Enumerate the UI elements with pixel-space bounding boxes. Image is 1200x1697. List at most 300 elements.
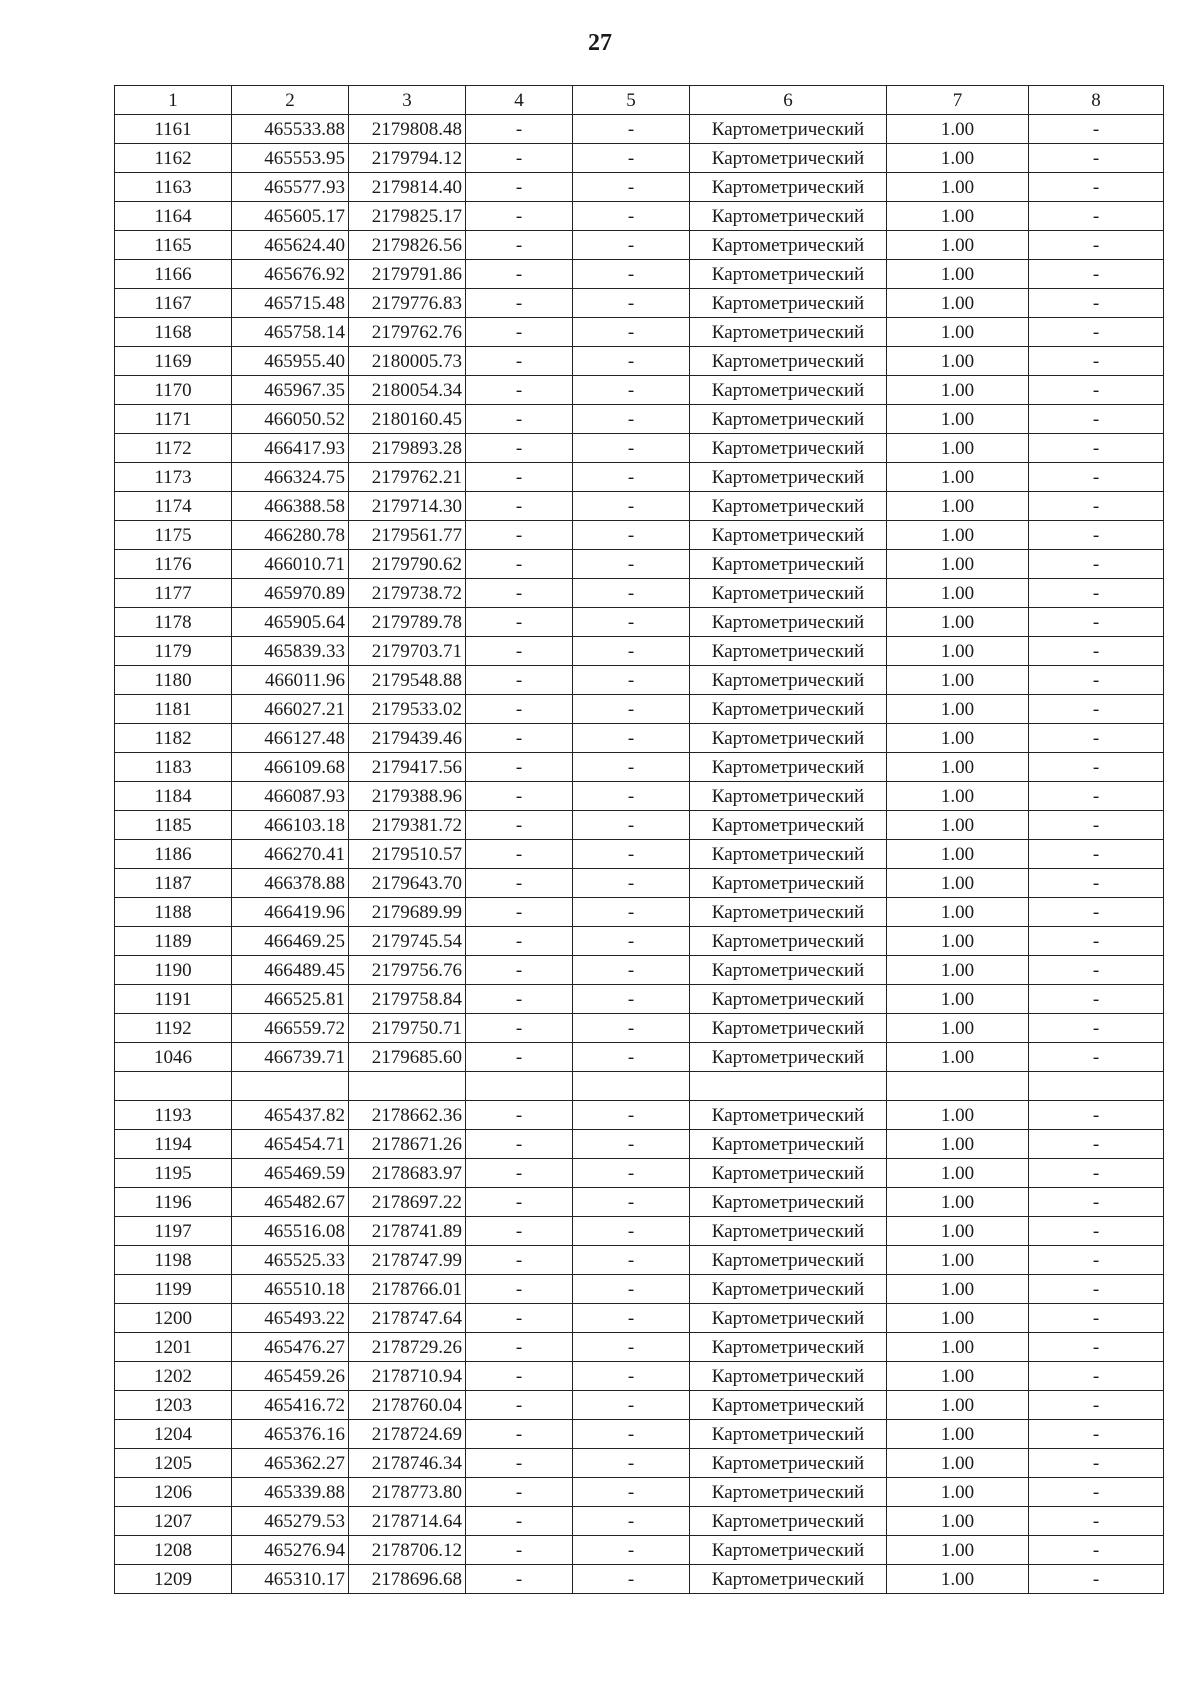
table-row [115,1159,1164,1188]
column-5-cell: - [573,898,690,927]
y-coordinate-cell: 2179825.17 [349,202,466,231]
column-header: 4 [466,86,573,115]
point-number-cell: 1197 [115,1217,232,1246]
accuracy-cell: 1.00 [887,405,1029,434]
x-coordinate-cell: 465715.48 [232,289,349,318]
table-row [115,521,1164,550]
column-5-cell: - [573,985,690,1014]
accuracy-cell: 1.00 [887,811,1029,840]
column-4-cell: - [466,927,573,956]
point-number-cell: 1208 [115,1536,232,1565]
column-8-cell: - [1029,1043,1164,1072]
table-row [115,550,1164,579]
y-coordinate-cell: 2179789.78 [349,608,466,637]
x-coordinate-cell: 466011.96 [232,666,349,695]
accuracy-cell [887,1072,1029,1101]
method-cell: Картометрический [690,1188,887,1217]
column-4-cell: - [466,898,573,927]
method-cell: Картометрический [690,1304,887,1333]
point-number-cell: 1167 [115,289,232,318]
column-5-cell: - [573,1478,690,1507]
table-row [115,347,1164,376]
method-cell: Картометрический [690,521,887,550]
table-row [115,1188,1164,1217]
x-coordinate-cell: 466417.93 [232,434,349,463]
column-5-cell: - [573,956,690,985]
accuracy-cell: 1.00 [887,1420,1029,1449]
coordinates-table [114,85,1164,1594]
column-5-cell: - [573,318,690,347]
column-5-cell: - [573,608,690,637]
column-8-cell: - [1029,318,1164,347]
method-cell: Картометрический [690,666,887,695]
column-8-cell: - [1029,1565,1164,1594]
y-coordinate-cell: 2178741.89 [349,1217,466,1246]
x-coordinate-cell: 466559.72 [232,1014,349,1043]
accuracy-cell: 1.00 [887,695,1029,724]
column-header: 1 [115,86,232,115]
x-coordinate-cell: 466027.21 [232,695,349,724]
column-8-cell: - [1029,956,1164,985]
accuracy-cell: 1.00 [887,1159,1029,1188]
column-5-cell: - [573,434,690,463]
x-coordinate-cell: 465482.67 [232,1188,349,1217]
x-coordinate-cell: 466280.78 [232,521,349,550]
x-coordinate-cell: 466087.93 [232,782,349,811]
x-coordinate-cell [232,1072,349,1101]
column-5-cell: - [573,869,690,898]
accuracy-cell: 1.00 [887,840,1029,869]
point-number-cell: 1176 [115,550,232,579]
point-number-cell: 1192 [115,1014,232,1043]
method-cell: Картометрический [690,144,887,173]
method-cell: Картометрический [690,1536,887,1565]
column-8-cell: - [1029,173,1164,202]
point-number-cell: 1188 [115,898,232,927]
column-5-cell: - [573,521,690,550]
x-coordinate-cell: 466109.68 [232,753,349,782]
table-row [115,1304,1164,1333]
column-4-cell: - [466,1420,573,1449]
method-cell: Картометрический [690,1420,887,1449]
accuracy-cell: 1.00 [887,463,1029,492]
method-cell: Картометрический [690,1275,887,1304]
column-4-cell: - [466,347,573,376]
point-number-cell: 1196 [115,1188,232,1217]
column-8-cell: - [1029,840,1164,869]
column-5-cell: - [573,1536,690,1565]
column-4-cell: - [466,492,573,521]
method-cell: Картометрический [690,869,887,898]
x-coordinate-cell: 465577.93 [232,173,349,202]
column-8-cell: - [1029,1130,1164,1159]
y-coordinate-cell: 2179762.21 [349,463,466,492]
point-number-cell: 1185 [115,811,232,840]
accuracy-cell: 1.00 [887,1275,1029,1304]
column-4-cell: - [466,956,573,985]
y-coordinate-cell: 2179808.48 [349,115,466,144]
column-4-cell: - [466,376,573,405]
table-row [115,1275,1164,1304]
accuracy-cell: 1.00 [887,1507,1029,1536]
method-cell: Картометрический [690,1217,887,1246]
column-4-cell: - [466,1478,573,1507]
point-number-cell: 1206 [115,1478,232,1507]
point-number-cell: 1162 [115,144,232,173]
point-number-cell: 1191 [115,985,232,1014]
table-row [115,1449,1164,1478]
x-coordinate-cell: 465437.82 [232,1101,349,1130]
column-4-cell: - [466,1159,573,1188]
column-8-cell: - [1029,463,1164,492]
column-4-cell: - [466,1449,573,1478]
table-row [115,260,1164,289]
y-coordinate-cell: 2179738.72 [349,579,466,608]
method-cell: Картометрический [690,550,887,579]
method-cell: Картометрический [690,1362,887,1391]
y-coordinate-cell: 2178729.26 [349,1333,466,1362]
point-number-cell: 1177 [115,579,232,608]
x-coordinate-cell: 465279.53 [232,1507,349,1536]
x-coordinate-cell: 465476.27 [232,1333,349,1362]
column-4-cell: - [466,434,573,463]
y-coordinate-cell: 2178671.26 [349,1130,466,1159]
point-number-cell: 1186 [115,840,232,869]
column-8-cell: - [1029,608,1164,637]
point-number-cell: 1178 [115,608,232,637]
y-coordinate-cell: 2179756.76 [349,956,466,985]
method-cell: Картометрический [690,231,887,260]
column-4-cell: - [466,318,573,347]
table-row [115,115,1164,144]
column-8-cell: - [1029,550,1164,579]
column-4-cell: - [466,811,573,840]
x-coordinate-cell: 465525.33 [232,1246,349,1275]
column-8-cell: - [1029,927,1164,956]
column-8-cell: - [1029,1449,1164,1478]
method-cell: Картометрический [690,1014,887,1043]
x-coordinate-cell: 465469.59 [232,1159,349,1188]
x-coordinate-cell: 465510.18 [232,1275,349,1304]
column-4-cell: - [466,173,573,202]
accuracy-cell: 1.00 [887,231,1029,260]
method-cell: Картометрический [690,637,887,666]
column-5-cell: - [573,1159,690,1188]
method-cell: Картометрический [690,579,887,608]
column-5-cell: - [573,144,690,173]
table-row [115,898,1164,927]
table-row [115,1536,1164,1565]
x-coordinate-cell: 466050.52 [232,405,349,434]
column-4-cell: - [466,608,573,637]
column-4-cell: - [466,724,573,753]
column-5-cell: - [573,173,690,202]
accuracy-cell: 1.00 [887,579,1029,608]
x-coordinate-cell: 466469.25 [232,927,349,956]
y-coordinate-cell: 2179703.71 [349,637,466,666]
x-coordinate-cell: 466489.45 [232,956,349,985]
method-cell: Картометрический [690,289,887,318]
column-5-cell: - [573,1333,690,1362]
method-cell: Картометрический [690,1565,887,1594]
column-4-cell: - [466,1101,573,1130]
accuracy-cell: 1.00 [887,434,1029,463]
accuracy-cell: 1.00 [887,318,1029,347]
method-cell: Картометрический [690,347,887,376]
column-5-cell: - [573,347,690,376]
x-coordinate-cell: 465676.92 [232,260,349,289]
column-5-cell: - [573,666,690,695]
method-cell: Картометрический [690,1101,887,1130]
y-coordinate-cell: 2179893.28 [349,434,466,463]
table-row [115,1072,1164,1101]
point-number-cell: 1172 [115,434,232,463]
column-5-cell: - [573,1449,690,1478]
column-5-cell: - [573,695,690,724]
table-row [115,1507,1164,1536]
y-coordinate-cell: 2178662.36 [349,1101,466,1130]
x-coordinate-cell: 465339.88 [232,1478,349,1507]
point-number-cell: 1169 [115,347,232,376]
accuracy-cell: 1.00 [887,753,1029,782]
method-cell: Картометрический [690,608,887,637]
method-cell: Картометрический [690,1159,887,1188]
column-8-cell: - [1029,376,1164,405]
column-8-cell: - [1029,637,1164,666]
y-coordinate-cell: 2179750.71 [349,1014,466,1043]
column-header: 2 [232,86,349,115]
method-cell: Картометрический [690,782,887,811]
column-5-cell [573,1072,690,1101]
method-cell: Картометрический [690,318,887,347]
column-4-cell: - [466,869,573,898]
y-coordinate-cell: 2178683.97 [349,1159,466,1188]
point-number-cell: 1183 [115,753,232,782]
table-row [115,405,1164,434]
method-cell: Картометрический [690,753,887,782]
column-8-cell [1029,1072,1164,1101]
method-cell: Картометрический [690,1043,887,1072]
column-header: 8 [1029,86,1164,115]
point-number-cell: 1194 [115,1130,232,1159]
x-coordinate-cell: 466419.96 [232,898,349,927]
point-number-cell: 1182 [115,724,232,753]
y-coordinate-cell: 2178710.94 [349,1362,466,1391]
y-coordinate-cell: 2178766.01 [349,1275,466,1304]
method-cell: Картометрический [690,434,887,463]
table-row [115,492,1164,521]
y-coordinate-cell: 2179790.62 [349,550,466,579]
point-number-cell: 1165 [115,231,232,260]
table-row [115,869,1164,898]
accuracy-cell: 1.00 [887,1304,1029,1333]
point-number-cell: 1207 [115,1507,232,1536]
method-cell: Картометрический [690,376,887,405]
column-4-cell: - [466,666,573,695]
x-coordinate-cell: 466127.48 [232,724,349,753]
accuracy-cell: 1.00 [887,115,1029,144]
column-8-cell: - [1029,985,1164,1014]
x-coordinate-cell: 466525.81 [232,985,349,1014]
column-8-cell: - [1029,1420,1164,1449]
column-8-cell: - [1029,434,1164,463]
accuracy-cell: 1.00 [887,1188,1029,1217]
x-coordinate-cell: 465516.08 [232,1217,349,1246]
method-cell: Картометрический [690,202,887,231]
column-4-cell: - [466,260,573,289]
table-row [115,434,1164,463]
y-coordinate-cell: 2178706.12 [349,1536,466,1565]
point-number-cell: 1180 [115,666,232,695]
accuracy-cell: 1.00 [887,869,1029,898]
x-coordinate-cell: 465533.88 [232,115,349,144]
method-cell: Картометрический [690,1507,887,1536]
accuracy-cell: 1.00 [887,347,1029,376]
accuracy-cell: 1.00 [887,956,1029,985]
y-coordinate-cell: 2179826.56 [349,231,466,260]
column-4-cell: - [466,1246,573,1275]
table-row [115,666,1164,695]
y-coordinate-cell: 2179689.99 [349,898,466,927]
y-coordinate-cell: 2179714.30 [349,492,466,521]
column-4-cell: - [466,1565,573,1594]
column-header: 3 [349,86,466,115]
table-row [115,202,1164,231]
method-cell: Картометрический [690,898,887,927]
page-number: 27 [588,30,612,56]
table-row [115,840,1164,869]
table-row [115,753,1164,782]
column-4-cell: - [466,1507,573,1536]
x-coordinate-cell: 465905.64 [232,608,349,637]
column-8-cell: - [1029,869,1164,898]
column-4-cell: - [466,521,573,550]
y-coordinate-cell: 2180160.45 [349,405,466,434]
accuracy-cell: 1.00 [887,608,1029,637]
accuracy-cell: 1.00 [887,260,1029,289]
column-4-cell: - [466,840,573,869]
column-header: 7 [887,86,1029,115]
column-5-cell: - [573,1565,690,1594]
y-coordinate-cell: 2179791.86 [349,260,466,289]
point-number-cell: 1181 [115,695,232,724]
column-4-cell [466,1072,573,1101]
point-number-cell: 1170 [115,376,232,405]
column-8-cell: - [1029,1101,1164,1130]
column-5-cell: - [573,1362,690,1391]
table-row [115,376,1164,405]
x-coordinate-cell: 466270.41 [232,840,349,869]
column-8-cell: - [1029,260,1164,289]
method-cell: Картометрический [690,840,887,869]
column-4-cell: - [466,115,573,144]
table-row [115,1246,1164,1275]
point-number-cell: 1175 [115,521,232,550]
column-5-cell: - [573,1101,690,1130]
y-coordinate-cell: 2179548.88 [349,666,466,695]
column-8-cell: - [1029,811,1164,840]
method-cell: Картометрический [690,927,887,956]
accuracy-cell: 1.00 [887,666,1029,695]
point-number-cell: 1179 [115,637,232,666]
x-coordinate-cell: 465454.71 [232,1130,349,1159]
method-cell: Картометрический [690,724,887,753]
point-number-cell: 1204 [115,1420,232,1449]
y-coordinate-cell: 2179417.56 [349,753,466,782]
column-4-cell: - [466,1014,573,1043]
y-coordinate-cell: 2178714.64 [349,1507,466,1536]
column-5-cell: - [573,231,690,260]
column-4-cell: - [466,695,573,724]
y-coordinate-cell: 2178724.69 [349,1420,466,1449]
accuracy-cell: 1.00 [887,376,1029,405]
method-cell: Картометрический [690,463,887,492]
column-5-cell: - [573,289,690,318]
y-coordinate-cell: 2178773.80 [349,1478,466,1507]
column-8-cell: - [1029,144,1164,173]
table-row [115,289,1164,318]
table-row [115,1420,1164,1449]
y-coordinate-cell: 2178746.34 [349,1449,466,1478]
table-row [115,927,1164,956]
y-coordinate-cell: 2179388.96 [349,782,466,811]
x-coordinate-cell: 465758.14 [232,318,349,347]
column-4-cell: - [466,231,573,260]
y-coordinate-cell: 2178760.04 [349,1391,466,1420]
y-coordinate-cell: 2179762.76 [349,318,466,347]
x-coordinate-cell: 466378.88 [232,869,349,898]
accuracy-cell: 1.00 [887,1246,1029,1275]
point-number-cell: 1187 [115,869,232,898]
accuracy-cell: 1.00 [887,1362,1029,1391]
y-coordinate-cell: 2179794.12 [349,144,466,173]
column-5-cell: - [573,1420,690,1449]
x-coordinate-cell: 465955.40 [232,347,349,376]
point-number-cell: 1202 [115,1362,232,1391]
column-8-cell: - [1029,898,1164,927]
point-number-cell: 1174 [115,492,232,521]
accuracy-cell: 1.00 [887,173,1029,202]
x-coordinate-cell: 465276.94 [232,1536,349,1565]
column-8-cell: - [1029,1333,1164,1362]
column-8-cell: - [1029,405,1164,434]
accuracy-cell: 1.00 [887,1043,1029,1072]
point-number-cell: 1198 [115,1246,232,1275]
column-4-cell: - [466,1188,573,1217]
column-5-cell: - [573,202,690,231]
method-cell: Картометрический [690,173,887,202]
accuracy-cell: 1.00 [887,1536,1029,1565]
column-5-cell: - [573,753,690,782]
point-number-cell: 1199 [115,1275,232,1304]
column-4-cell: - [466,144,573,173]
x-coordinate-cell: 465624.40 [232,231,349,260]
method-cell: Картометрический [690,405,887,434]
column-4-cell: - [466,1043,573,1072]
column-8-cell: - [1029,231,1164,260]
column-5-cell: - [573,463,690,492]
column-8-cell: - [1029,1275,1164,1304]
point-number-cell: 1193 [115,1101,232,1130]
column-5-cell: - [573,927,690,956]
column-5-cell: - [573,782,690,811]
column-4-cell: - [466,289,573,318]
column-8-cell: - [1029,579,1164,608]
point-number-cell: 1189 [115,927,232,956]
table-row [115,1565,1164,1594]
x-coordinate-cell: 466010.71 [232,550,349,579]
y-coordinate-cell: 2179381.72 [349,811,466,840]
